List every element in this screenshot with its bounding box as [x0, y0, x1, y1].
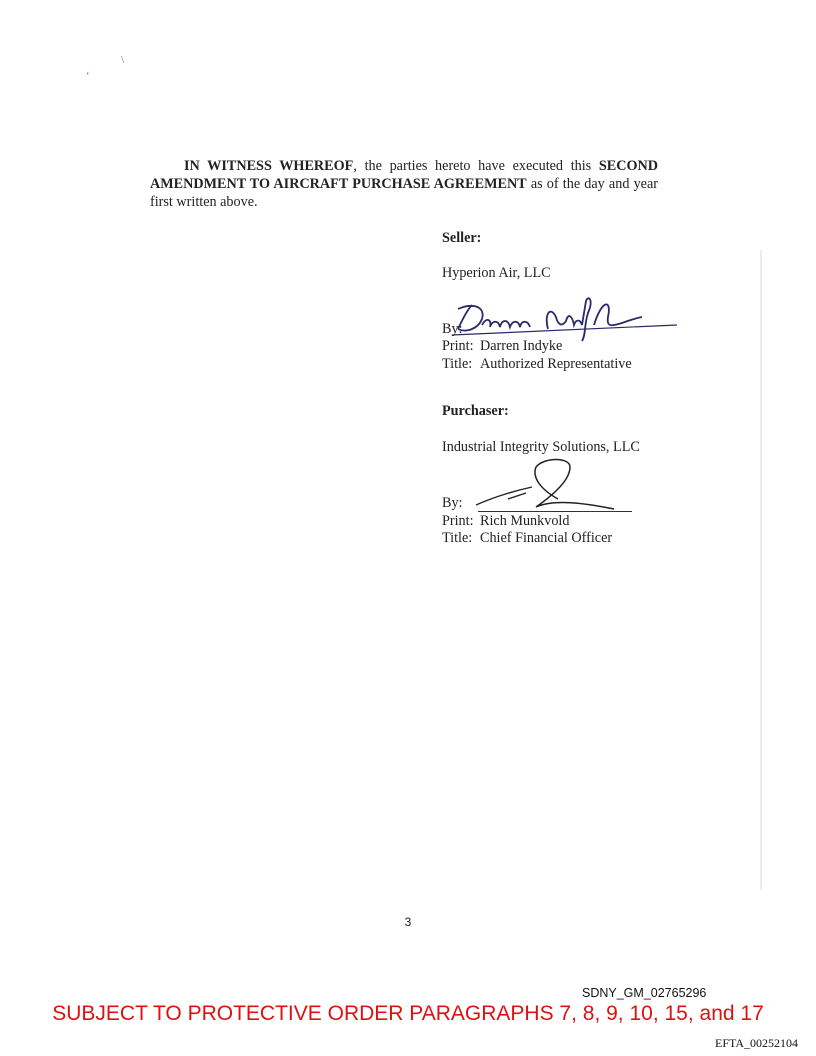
scan-speck: \ — [121, 54, 125, 66]
purchaser-title-label: Title: — [442, 530, 473, 546]
purchaser-print-row — [442, 512, 569, 530]
seller-title-value: Authorized Representative — [480, 356, 632, 372]
purchaser-title-row — [442, 529, 612, 547]
seller-print-label: Print: — [442, 338, 474, 354]
seller-heading: Seller: — [442, 230, 482, 246]
protective-order-notice: SUBJECT TO PROTECTIVE ORDER PARAGRAPHS 7, 8, 9, 10, 15, and 17 — [52, 1002, 764, 1025]
purchaser-print-value: Rich Munkvold — [480, 513, 570, 529]
seller-by-label: By: — [442, 321, 463, 337]
purchaser-by-row — [442, 494, 480, 512]
seller-title-row — [442, 355, 632, 373]
purchaser-company: Industrial Integrity Solutions, LLC — [442, 439, 640, 455]
witness-clause — [150, 157, 658, 211]
witness-text-2: as of the day and year first — [150, 176, 658, 210]
witness-lead: IN WITNESS WHEREOF — [184, 158, 354, 174]
amendment-title-1: SECOND — [598, 158, 659, 174]
witness-text-3: written above. — [176, 194, 258, 210]
amendment-title-2: AMENDMENT TO AIRCRAFT PURCHASE AGREEMENT — [150, 176, 527, 192]
seller-print-value: Darren Indyke — [480, 338, 563, 354]
purchaser-by-label: By: — [442, 495, 463, 511]
page-edge-shadow — [760, 250, 762, 890]
seller-print-row — [442, 337, 562, 355]
purchaser-print-label: Print: — [442, 513, 474, 529]
scan-speck: ‘ — [86, 70, 90, 82]
page-number: 3 — [404, 915, 412, 929]
purchaser-signature — [474, 455, 624, 515]
witness-text-1: , the parties hereto have executed this — [353, 158, 599, 174]
seller-title-label: Title: — [442, 356, 473, 372]
seller-company: Hyperion Air, LLC — [442, 265, 551, 281]
purchaser-heading: Purchaser: — [442, 403, 509, 419]
seller-by-row — [442, 320, 480, 338]
bates-number: SDNY_GM_02765296 — [582, 986, 707, 1000]
efta-number: EFTA_00252104 — [715, 1036, 799, 1050]
purchaser-title-value: Chief Financial Officer — [480, 530, 613, 546]
